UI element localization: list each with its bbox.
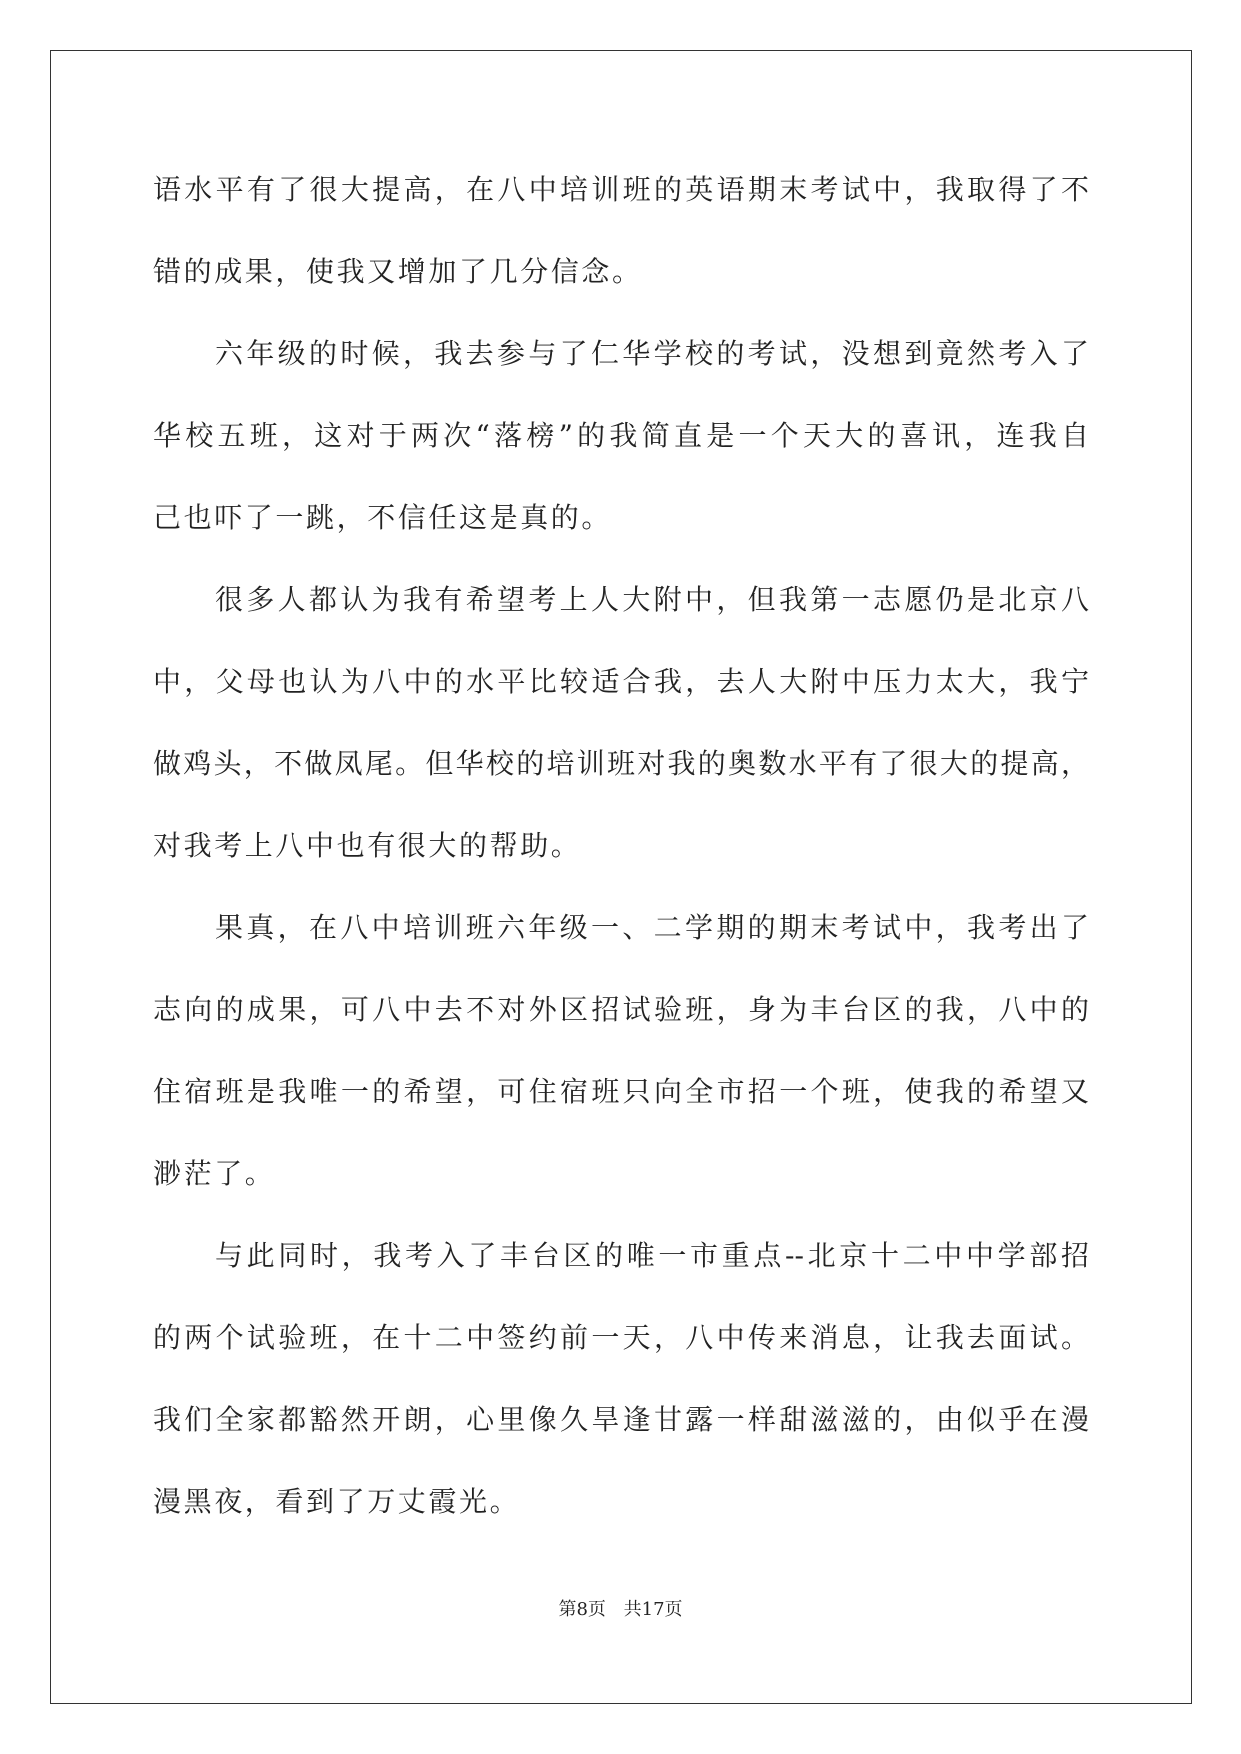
text-line: 己也吓了一跳，不信任这是真的。 (153, 501, 613, 534)
text-line: 果真，在八中培训班六年级一、二学期的期末考试中，我考出了 (215, 911, 1089, 944)
text-line: 住宿班是我唯一的希望，可住宿班只向全市招一个班，使我的希望又 (153, 1075, 1089, 1108)
text-line: 六年级的时候，我去参与了仁华学校的考试，没想到竟然考入了 (215, 337, 1089, 370)
document-body (153, 160, 1089, 1554)
text-line: 渺茫了。 (153, 1157, 276, 1190)
page-number: 第8页 (558, 1599, 606, 1620)
text-line: 错的成果，使我又增加了几分信念。 (153, 255, 643, 288)
text-line: 中，父母也认为八中的水平比较适合我，去人大附中压力太大，我宁 (153, 665, 1089, 698)
text-line: 我们全家都豁然开朗，心里像久旱逢甘露一样甜滋滋的，由似乎在漫 (153, 1403, 1089, 1436)
page-footer (0, 1595, 1241, 1621)
text-line: 做鸡头，不做凤尾。但华校的培训班对我的奥数水平有了很大的提高， (153, 747, 1089, 780)
page-total: 共17页 (623, 1599, 683, 1620)
text-line: 的两个试验班，在十二中签约前一天，八中传来消息，让我去面试。 (153, 1321, 1089, 1354)
text-line: 漫黑夜，看到了万丈霞光。 (153, 1485, 521, 1518)
text-line: 与此同时，我考入了丰台区的唯一市重点--北京十二中中学部招 (215, 1239, 1089, 1272)
text-line: 对我考上八中也有很大的帮助。 (153, 829, 582, 862)
text-line: 语水平有了很大提高，在八中培训班的英语期末考试中，我取得了不 (153, 173, 1089, 206)
text-line: 华校五班，这对于两次“落榜”的我简直是一个天大的喜讯，连我自 (153, 419, 1089, 452)
text-line: 志向的成果，可八中去不对外区招试验班，身为丰台区的我，八中的 (153, 993, 1089, 1026)
text-line: 很多人都认为我有希望考上人大附中，但我第一志愿仍是北京八 (215, 583, 1089, 616)
